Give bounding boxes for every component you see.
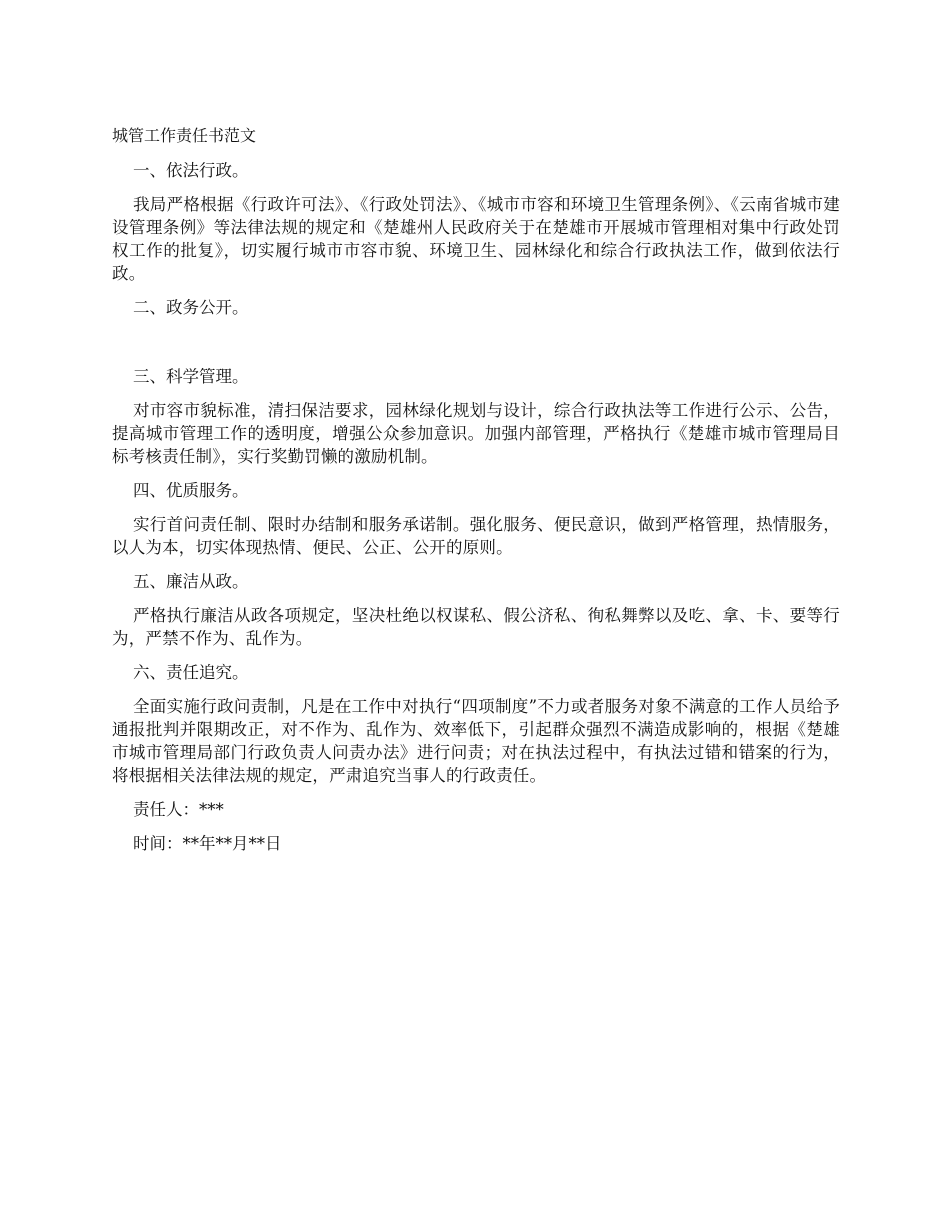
section-heading-4: 四、优质服务。	[132, 481, 249, 500]
signature-date: 时间：**年**月**日	[132, 834, 282, 853]
section-heading-6: 六、责任追究。	[132, 663, 249, 682]
section-heading-5: 五、廉洁从政。	[132, 572, 249, 591]
section-heading-1: 一、依法行政。	[132, 161, 249, 180]
section-body-1: 我局严格根据《行政许可法》、《行政处罚法》、《城市市容和环境卫生管理条例》、《云南省城市建设管理条例》等法律法规的规定和《楚雄州人民政府关于在楚雄市开展城市管理相对集中行政处罚权工作的批复》，切实履行城市市容市貌、环境卫生、园林绿化和综合行政执法工作，做到依法行政。	[112, 195, 840, 283]
blank-space	[112, 330, 840, 365]
section-body-3: 对市容市貌标准，清扫保洁要求，园林绿化规划与设计，综合行政执法等工作进行公示、公告，提高城市管理工作的透明度，增强公众参加意识。加强内部管理，严格执行《楚雄市城市管理局目标考核责任制》，实行奖勤罚懒的激励机制。	[112, 401, 840, 466]
section-body-5: 严格执行廉洁从政各项规定，坚决杜绝以权谋私、假公济私、徇私舞弊以及吃、拿、卡、要等行为，严禁不作为、乱作为。	[112, 606, 840, 648]
section-heading-2: 二、政务公开。	[132, 298, 249, 317]
section-heading-3: 三、科学管理。	[132, 367, 249, 386]
responsible-person: 责任人：***	[132, 800, 224, 819]
section-body-6: 全面实施行政问责制，凡是在工作中对执行“四项制度”不力或者服务对象不满意的工作人员给予通报批判并限期改正，对不作为、乱作为、效率低下，引起群众强烈不满造成影响的，根据《楚雄市城市管理局部门行政负责人问责办法》进行问责；对在执法过程中，有执法过错和错案的行为，将根据相关法律法规的规定，严肃追究当事人的行政责任。	[112, 697, 840, 785]
document-title: 城管工作责任书范文	[112, 126, 257, 145]
section-body-4: 实行首问责任制、限时办结制和服务承诺制。强化服务、便民意识，做到严格管理，热情服务，以人为本，切实体现热情、便民、公正、公开的原则。	[112, 515, 840, 557]
document-page	[112, 124, 840, 866]
